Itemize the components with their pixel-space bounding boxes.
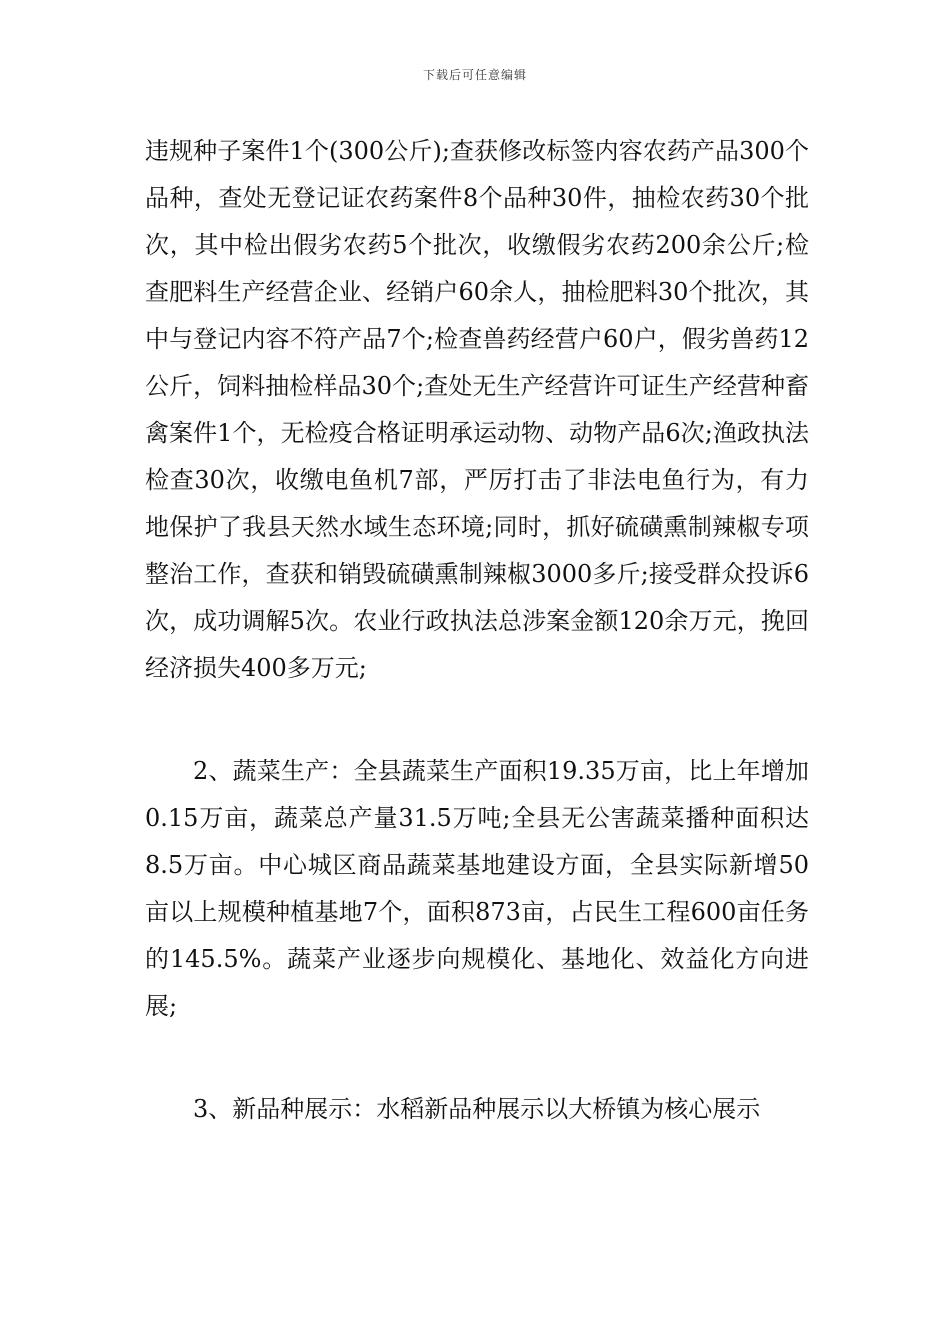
- document-body: [145, 128, 809, 1133]
- paragraph-enforcement: 违规种子案件1个(300公斤);查获修改标签内容农药产品300个品种，查处无登记证农药案件8个品种30件，抽检农药30个批次，其中检出假劣农药5个批次，收缴假劣农药200余公斤;检查肥料生产经营企业、经销户60余人，抽检肥料30个批次，其中与登记内容不符产品7个;检查兽药经营户60户，假劣兽药12公斤，饲料抽检样品30个;查处无生产经营许可证生产经营种畜禽案件1个，无检疫合格证明承运动物、动物产品6次;渔政执法检查30次，收缴电鱼机7部，严厉打击了非法电鱼行为，有力地保护了我县天然水域生态环境;同时，抓好硫磺熏制辣椒专项整治工作，查获和销毁硫磺熏制辣椒3000多斤;接受群众投诉6次，成功调解5次。农业行政执法总涉案金额120余万元，挽回经济损失400多万元;: [145, 137, 809, 682]
- page-header: 下载后可任意编辑: [422, 68, 527, 82]
- paragraph-new-variety-display: 3、新品种展示：水稻新品种展示以大桥镇为核心展示: [193, 1095, 761, 1123]
- paragraph-gap: [145, 692, 809, 748]
- paragraph-gap: [145, 1030, 809, 1086]
- paragraph-vegetable-production: 2、蔬菜生产：全县蔬菜生产面积19.35万亩，比上年增加0.15万亩，蔬菜总产量31.5万吨;全县无公害蔬菜播种面积达8.5万亩。中心城区商品蔬菜基地建设方面，全县实际新增50亩以上规模种植基地7个，面积873亩，占民生工程600亩任务的145.5%。蔬菜产业逐步向规模化、基地化、效益化方向进展;: [145, 757, 809, 1020]
